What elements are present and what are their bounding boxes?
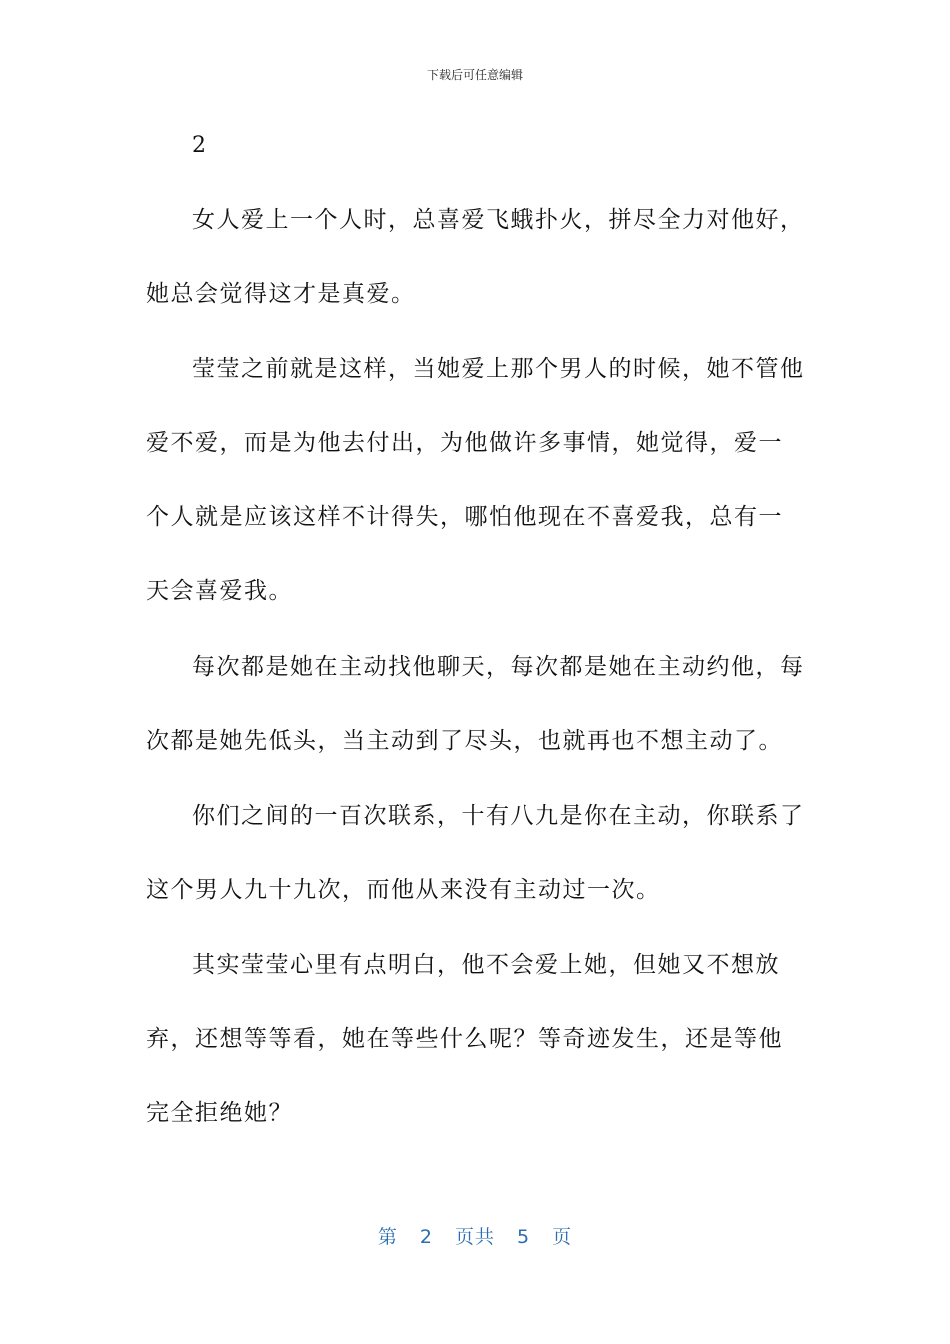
paragraph-4: 你们之间的一百次联系，十有八九是你在主动，你联系了这个男人九十九次，而他从来没有主动过一次。 [146, 803, 805, 903]
paragraph-3: 每次都是她在主动找他聊天，每次都是她在主动约他，每次都是她先低头，当主动到了尽头，也就再也不想主动了。 [146, 654, 805, 754]
section-number: 2 [192, 133, 206, 158]
page-footer [0, 1222, 950, 1252]
footer-middle: 页共 [454, 1226, 495, 1248]
footer-current-page: 2 [419, 1226, 433, 1248]
paragraph-5: 其实莹莹心里有点明白，他不会爱上她，但她又不想放弃，还想等等看，她在等些什么呢？等奇迹发生，还是等他完全拒绝她？ [146, 952, 783, 1126]
page-header: 下载后可任意编辑 [426, 68, 523, 82]
footer-suffix: 页 [552, 1226, 573, 1248]
footer-prefix: 第 [377, 1226, 398, 1248]
footer-total-pages: 5 [517, 1226, 531, 1248]
paragraph-1: 女人爱上一个人时，总喜爱飞蛾扑火，拼尽全力对他好，她总会觉得这才是真爱。 [146, 207, 805, 307]
paragraph-2: 莹莹之前就是这样，当她爱上那个男人的时候，她不管他爱不爱，而是为他去付出，为他做许多事情，她觉得，爱一个人就是应该这样不计得失，哪怕他现在不喜爱我，总有一天会喜爱我。 [146, 356, 805, 604]
